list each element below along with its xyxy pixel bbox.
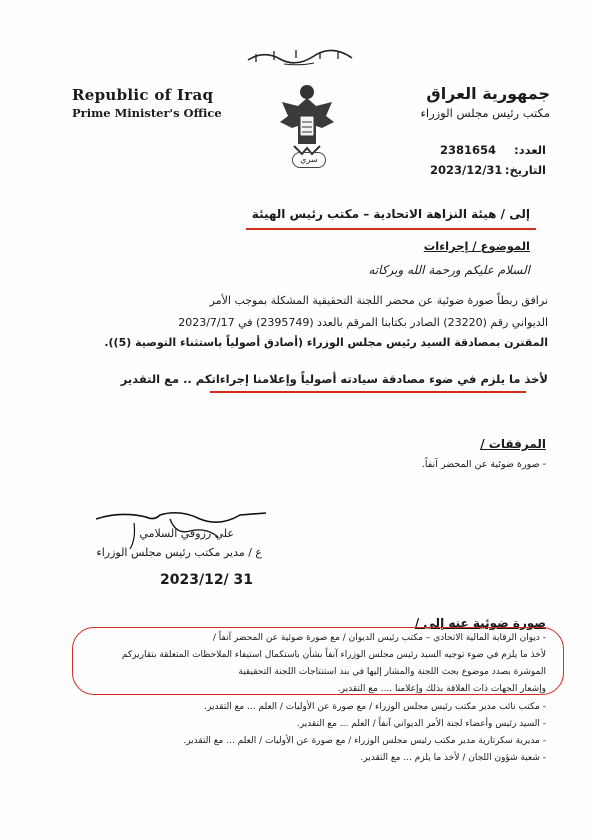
request-red-underline: [210, 391, 526, 393]
country-name-en: Republic of Iraq: [72, 86, 214, 104]
body-paragraph-line-3: المقترن بمصادقة السيد رئيس مجلس الوزراء (أصادق أصولياً باستثناء التوصية (5)).: [104, 336, 548, 349]
copy-line: الموشرة بصدد موضوع بحث اللجنة والمشار إليها في بند استنتاجات اللجنة التحقيقية: [238, 667, 546, 677]
office-name-en: Prime Minister's Office: [72, 106, 222, 120]
attachments-heading: المرفقات /: [480, 437, 546, 451]
addressee-red-underline: [246, 228, 536, 230]
copy-line: - السيد رئيس وأعضاء لجنة الأمر الديواني آنفاً / العلم ... مع التقدير.: [296, 719, 546, 729]
addressee-line: إلى / هيئة النزاهة الاتحادية – مكتب رئيس الهيئة: [251, 207, 530, 221]
office-name-ar: مكتب رئيس مجلس الوزراء: [420, 106, 550, 120]
copy-line: وإشعار الجهات ذات العلاقة بذلك وإعلامنا .... مع التقدير.: [337, 684, 546, 694]
subject-line: الموضوع / إجراءات: [423, 239, 530, 253]
date-label: التاريخ:: [504, 163, 546, 177]
signature-date: 2023/12/ 31: [160, 572, 254, 588]
signatory-role: ع / مدير مكتب رئيس مجلس الوزراء: [96, 546, 262, 559]
number-label: العدد:: [514, 143, 546, 157]
copy-line: - مكتب نائب مدير مكتب رئيس مجلس الوزراء / مع صورة عن الأوليات / العلم ... مع التقدير.: [204, 702, 546, 712]
attachment-item: - صورة ضوئية عن المحضر آنفاً.: [421, 459, 546, 470]
copy-line: - مديرية سكرتارية مدير مكتب رئيس مجلس الوزراء / مع صورة عن الأوليات / العلم ... مع التقدير.: [183, 736, 546, 746]
copy-line: - ديوان الرقابة المالية الاتحادي – مكتب رئيس الديوان / مع صورة ضوئية عن المحضر آنفاً /: [212, 633, 546, 643]
copies-heading: صورة ضوئية عنه إلى /: [414, 616, 546, 630]
secret-stamp: سري: [292, 152, 326, 168]
body-paragraph-line-2: الديواني رقم (23220) الصادر بكتابنا المرقم بالعدد (2395749) في 2023/7/17: [178, 316, 548, 329]
body-paragraph-line-1: نرافق ربطاً صورة ضوئية عن محضر اللجنة التحقيقية المشكلة بموجب الأمر: [209, 294, 548, 307]
country-name-ar: جمهورية العراق: [426, 84, 550, 103]
signatory-name: علي رزوقي السلامي: [139, 527, 234, 540]
greeting-line: السلام عليكم ورحمة الله وبركاته: [368, 263, 530, 277]
copy-line: - شعبة شؤون اللجان / لأخذ ما يلزم ... مع التقدير.: [360, 753, 546, 763]
basmala-calligraphy: [244, 44, 356, 68]
request-line: لأخذ ما يلزم في ضوء مصادقة سيادته أصولياً وإعلامنا إجراءاتكم .. مع التقدير: [120, 372, 548, 386]
document-number: 2381654: [440, 143, 497, 157]
copy-line: لأخذ ما يلزم في ضوء توجيه السيد رئيس مجلس الوزراء آنفاً بشأن باستكمال استيفاء الملاحظات المتعلقة بتقاريركم: [121, 650, 546, 660]
document-date: 2023/12/31: [430, 163, 503, 177]
